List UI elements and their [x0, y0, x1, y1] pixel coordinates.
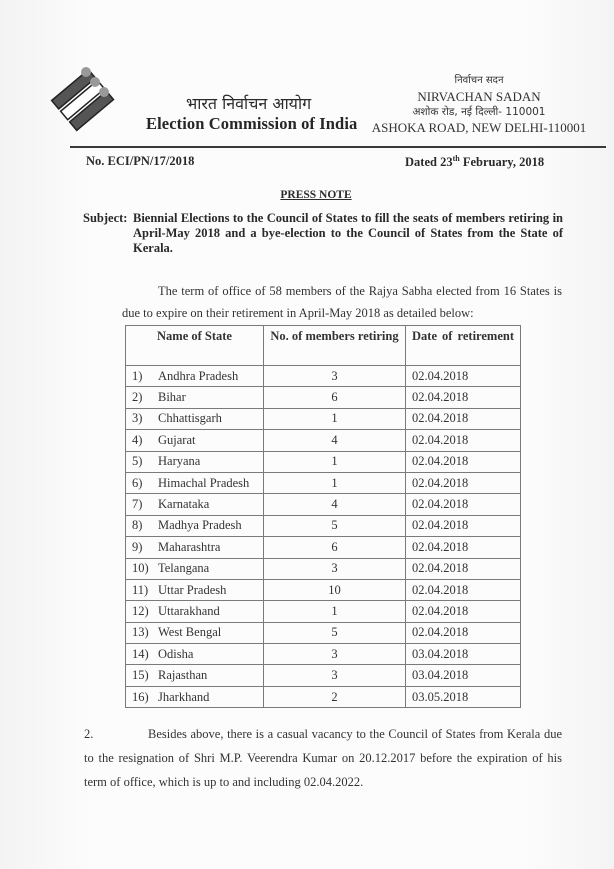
- cell-members: 3: [264, 558, 406, 579]
- row-number: 7): [132, 497, 143, 512]
- address-line-hindi-1: निर्वाचन सदन: [454, 75, 504, 86]
- state-name: Chhattisgarh: [158, 411, 222, 426]
- cell-state: [126, 366, 264, 387]
- row-number: 3): [132, 411, 143, 426]
- header-state: Name of State: [126, 326, 264, 366]
- cell-state: [126, 537, 264, 558]
- reference-number: No. ECI/PN/17/2018: [86, 154, 195, 168]
- cell-date: 02.04.2018: [406, 430, 521, 451]
- table-row: [126, 537, 521, 558]
- cell-date: 02.04.2018: [406, 537, 521, 558]
- state-name: Maharashtra: [158, 539, 221, 554]
- table-row: [126, 644, 521, 665]
- cell-date: 02.04.2018: [406, 472, 521, 493]
- cell-date: 02.04.2018: [406, 494, 521, 515]
- table-row: [126, 451, 521, 472]
- cell-date: 02.04.2018: [406, 601, 521, 622]
- state-name: Odisha: [158, 646, 194, 661]
- row-number: 4): [132, 432, 143, 447]
- row-number: 2): [132, 390, 143, 405]
- org-name-english: Election Commission of India: [146, 114, 358, 133]
- cell-date: 02.04.2018: [406, 387, 521, 408]
- cell-members: 2: [264, 686, 406, 707]
- state-name: Andhra Pradesh: [158, 368, 239, 383]
- state-name: Uttarakhand: [158, 603, 220, 618]
- table-row: [126, 387, 521, 408]
- cell-members: 6: [264, 387, 406, 408]
- state-name: Bihar: [158, 390, 186, 405]
- table-row: [126, 558, 521, 579]
- address-line-4: ASHOKA ROAD, NEW DELHI-110001: [371, 120, 587, 135]
- subject-label: Subject:: [83, 211, 128, 225]
- row-number: 11): [132, 582, 149, 597]
- cell-date: 02.04.2018: [406, 408, 521, 429]
- cell-state: [126, 451, 264, 472]
- header-divider: [70, 146, 606, 148]
- state-name: Telangana: [158, 561, 210, 576]
- table-row: [126, 430, 521, 451]
- document-date: [405, 154, 544, 170]
- state-name: Haryana: [158, 454, 201, 469]
- table-header-row: [126, 326, 521, 366]
- table-row: [126, 686, 521, 707]
- cell-members: 1: [264, 601, 406, 622]
- table-row: [126, 622, 521, 643]
- cell-members: 10: [264, 579, 406, 600]
- table-row: [126, 579, 521, 600]
- address-line-hindi-3: अशोक रोड, नई दिल्ली- 110001: [412, 106, 546, 118]
- cell-state: [126, 472, 264, 493]
- paragraph-2-number: 2.: [84, 727, 94, 741]
- cell-date: 03.04.2018: [406, 665, 521, 686]
- cell-state: [126, 622, 264, 643]
- row-number: 8): [132, 518, 143, 533]
- cell-state: [126, 665, 264, 686]
- row-number: 9): [132, 539, 143, 554]
- cell-members: 5: [264, 515, 406, 536]
- org-name-hindi: भारत निर्वाचन आयोग: [186, 94, 312, 113]
- table-row: [126, 408, 521, 429]
- cell-state: [126, 430, 264, 451]
- row-number: 1): [132, 368, 143, 383]
- header-members: No. of members retiring: [264, 326, 406, 366]
- press-note-title: PRESS NOTE: [280, 189, 352, 201]
- cell-state: [126, 515, 264, 536]
- cell-members: 6: [264, 537, 406, 558]
- cell-members: 4: [264, 430, 406, 451]
- row-number: 6): [132, 475, 143, 490]
- cell-date: 02.04.2018: [406, 558, 521, 579]
- state-name: Rajasthan: [158, 668, 208, 683]
- cell-members: 1: [264, 408, 406, 429]
- cell-state: [126, 494, 264, 515]
- cell-date: 02.04.2018: [406, 579, 521, 600]
- cell-date: 02.04.2018: [406, 622, 521, 643]
- cell-state: [126, 644, 264, 665]
- paragraph-1: The term of office of 58 members of the Rajya Sabha elected from 16 States is due to expire on their retirement in April-May 2018 as detailed below:: [122, 284, 562, 320]
- row-number: 15): [132, 668, 149, 683]
- state-name: Himachal Pradesh: [158, 475, 250, 490]
- cell-members: 3: [264, 366, 406, 387]
- address-block: [364, 74, 594, 136]
- cell-members: 1: [264, 472, 406, 493]
- row-number: 16): [132, 689, 149, 704]
- state-name: Uttar Pradesh: [158, 582, 227, 597]
- state-name: Gujarat: [158, 432, 196, 447]
- subject-text: Biennial Elections to the Council of States to fill the seats of members retiring in April-May 2018 and a bye-election to the Council of States from the State of Kerala.: [133, 211, 563, 255]
- state-name: West Bengal: [158, 625, 222, 640]
- table-row: [126, 665, 521, 686]
- paragraph-2: [84, 722, 562, 794]
- table-body: [126, 366, 521, 708]
- table-row: [126, 366, 521, 387]
- cell-state: [126, 408, 264, 429]
- table-row: [126, 601, 521, 622]
- table-row: [126, 472, 521, 493]
- state-name: Karnataka: [158, 497, 210, 512]
- cell-members: 1: [264, 451, 406, 472]
- cell-state: [126, 579, 264, 600]
- cell-members: 3: [264, 644, 406, 665]
- eci-logo-icon: [48, 66, 118, 132]
- row-number: 13): [132, 625, 149, 640]
- date-ordinal: th: [452, 154, 460, 163]
- date-prefix: Dated 23: [405, 155, 453, 170]
- row-number: 14): [132, 646, 149, 661]
- cell-state: [126, 601, 264, 622]
- cell-members: 4: [264, 494, 406, 515]
- state-name: Madhya Pradesh: [158, 518, 242, 533]
- subject-block: [83, 211, 563, 256]
- cell-state: [126, 558, 264, 579]
- cell-members: 3: [264, 665, 406, 686]
- paragraph-2-text: Besides above, there is a casual vacancy to the Council of States from Kerala due to the resignation of Shri M.P. Veerendra Kumar on 20.12.2017 before the expiration of his term of office, which is up to and including 02.04.2022.: [84, 727, 562, 789]
- retiring-members-table: [125, 325, 521, 708]
- header-date: Date of retirement: [406, 326, 521, 366]
- table-row: [126, 515, 521, 536]
- date-suffix: February, 2018: [459, 155, 545, 170]
- cell-date: 02.04.2018: [406, 515, 521, 536]
- cell-date: 03.04.2018: [406, 644, 521, 665]
- row-number: 5): [132, 454, 143, 469]
- cell-date: 02.04.2018: [406, 451, 521, 472]
- cell-date: 02.04.2018: [406, 366, 521, 387]
- table-row: [126, 494, 521, 515]
- cell-state: [126, 387, 264, 408]
- cell-members: 5: [264, 622, 406, 643]
- press-note-title-wrap: [0, 183, 614, 202]
- row-number: 12): [132, 603, 149, 618]
- state-name: Jharkhand: [158, 689, 210, 704]
- cell-state: [126, 686, 264, 707]
- row-number: 10): [132, 561, 149, 576]
- cell-date: 03.05.2018: [406, 686, 521, 707]
- address-line-2: NIRVACHAN SADAN: [417, 89, 541, 104]
